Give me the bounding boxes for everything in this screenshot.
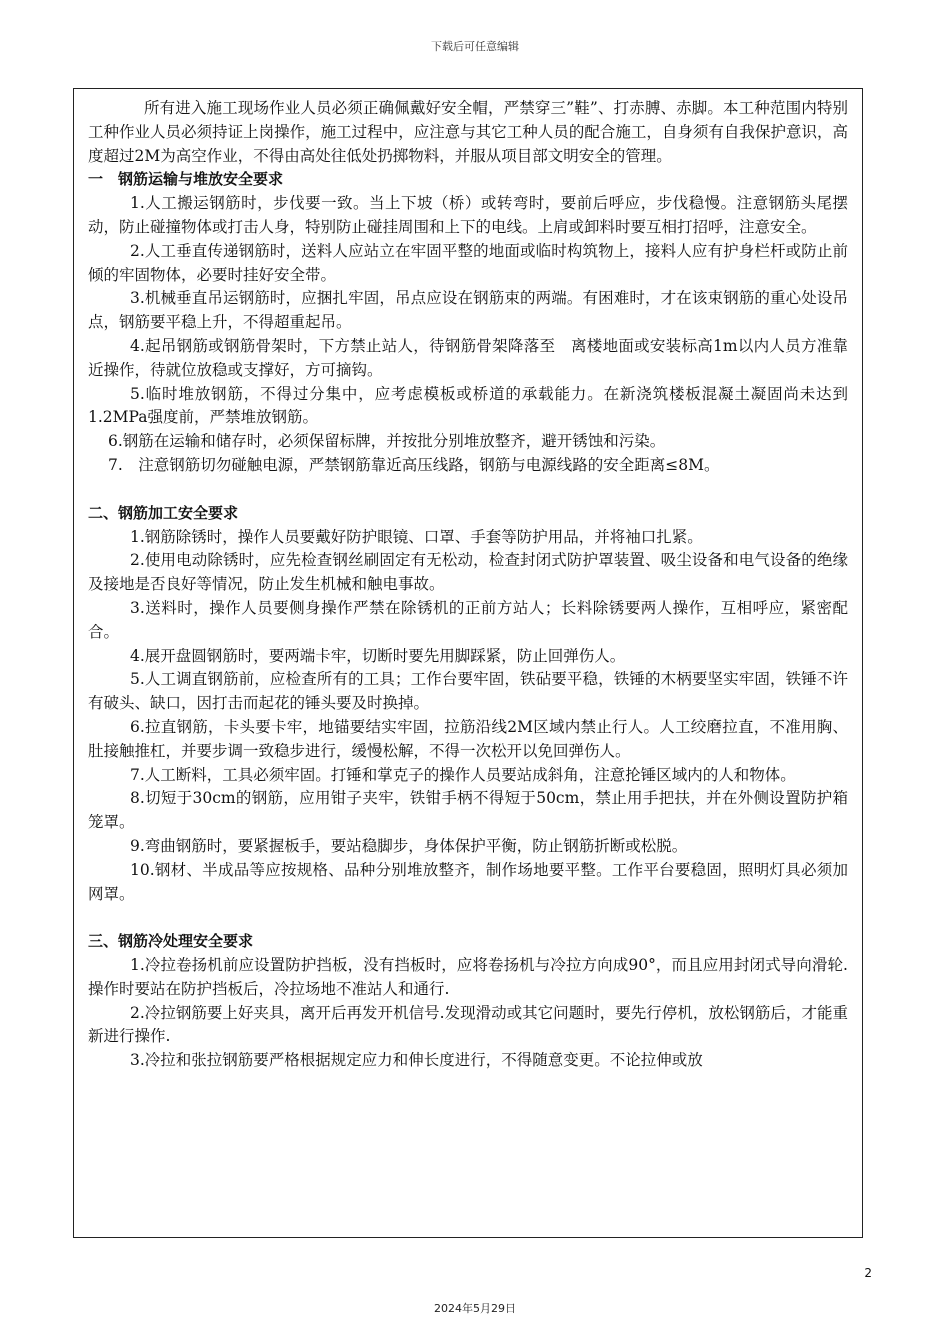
section-2-item: 9.弯曲钢筋时，要紧握板手，要站稳脚步，身体保护平衡，防止钢筋折断或松脱。 xyxy=(130,836,688,855)
section-1-item: 4.起吊钢筋或钢筋骨架时，下方禁止站人，待钢筋骨架降落至 离楼地面或安装标高1m以内人员方准靠近操作，待就位放稳或支撑好，方可摘钩。 xyxy=(88,336,848,379)
spacer xyxy=(88,906,848,930)
section-1-item: 2.人工垂直传递钢筋时，送料人应站立在牢固平整的地面或临时构筑物上，接料人应有护身栏杆或防止前倾的牢固物体，必要时挂好安全带。 xyxy=(88,241,848,284)
spacer xyxy=(88,478,848,502)
section-2-item: 6.拉直钢筋，卡头要卡牢，地锚要结实牢固，拉筋沿线2M区域内禁止行人。人工绞磨拉直，不准用胸、肚接触推杠，并要步调一致稳步进行，缓慢松解，不得一次松开以免回弹伤人。 xyxy=(88,717,848,760)
section-1-title: 一 钢筋运输与堆放安全要求 xyxy=(88,170,284,189)
section-1-item: 7. 注意钢筋切勿碰触电源，严禁钢筋靠近高压线路，钢筋与电源线路的安全距离≤8M。 xyxy=(108,455,720,474)
footer-date: 2024年5月29日 xyxy=(434,1302,516,1315)
section-2-title: 二、钢筋加工安全要求 xyxy=(88,503,239,522)
document-frame xyxy=(73,88,863,1238)
section-3-item: 3.冷拉和张拉钢筋要严格根据规定应力和伸长度进行，不得随意变更。不论拉伸或放 xyxy=(130,1051,703,1070)
section-2-item: 2.使用电动除锈时，应先检查钢丝刷固定有无松动，检查封闭式防护罩装置、吸尘设备和电气设备的绝缘及接地是否良好等情况，防止发生机械和触电事故。 xyxy=(88,551,848,594)
section-1-item: 1.人工搬运钢筋时，步伐要一致。当上下坡（桥）或转弯时，要前后呼应，步伐稳慢。注意钢筋头尾摆动，防止碰撞物体或打击人身，特别防止碰挂周围和上下的电线。上肩或卸料时要互相打招呼，注意安全。 xyxy=(88,194,848,236)
page-header: 下载后可任意编辑 xyxy=(431,40,519,53)
section-1-item: 6.钢筋在运输和储存时，必须保留标牌，并按批分别堆放整齐，避开锈蚀和污染。 xyxy=(108,432,666,451)
document-body xyxy=(74,89,862,1073)
section-2-item: 7.人工断料，工具必须牢固。打锤和掌克子的操作人员要站成斜角，注意抡锤区域内的人和物体。 xyxy=(130,765,796,784)
section-2-item: 3.送料时，操作人员要侧身操作严禁在除锈机的正前方站人；长料除锈要两人操作，互相呼应，紧密配合。 xyxy=(88,598,848,641)
section-2-item: 8.切短于30cm的钢筋，应用钳子夹牢，铁钳手柄不得短于50cm，禁止用手把扶，并在外侧设置防护箱笼罩。 xyxy=(88,789,848,832)
section-1-item: 3.机械垂直吊运钢筋时，应捆扎牢固，吊点应设在钢筋束的两端。有困难时，才在该束钢筋的重心处设吊点，钢筋要平稳上升，不得超重起吊。 xyxy=(88,289,848,332)
section-3-item: 2.冷拉钢筋要上好夹具，离开后再发开机信号.发现滑动或其它问题时，要先行停机，放松钢筋后，才能重新进行操作. xyxy=(88,1003,848,1046)
section-2-item: 1.钢筋除锈时，操作人员要戴好防护眼镜、口罩、手套等防护用品，并将袖口扎紧。 xyxy=(130,527,703,546)
section-2-item: 10.钢材、半成品等应按规格、品种分别堆放整齐，制作场地要平整。工作平台要稳固，照明灯具必须加网罩。 xyxy=(88,860,848,903)
section-1-item: 5.临时堆放钢筋，不得过分集中，应考虑模板或桥道的承载能力。在新浇筑楼板混凝土凝固尚未达到1.2MPa强度前，严禁堆放钢筋。 xyxy=(88,384,848,427)
page-number: 2 xyxy=(864,1266,872,1280)
section-3-title: 三、钢筋冷处理安全要求 xyxy=(88,932,254,951)
section-3-item: 1.冷拉卷扬机前应设置防护挡板，没有挡板时，应将卷扬机与冷拉方向成90°，而且应用封闭式导向滑轮.操作时要站在防护挡板后，冷拉场地不准站人和通行. xyxy=(88,956,848,998)
section-2-item: 5.人工调直钢筋前，应检查所有的工具；工作台要牢固，铁砧要平稳，铁锤的木柄要坚实牢固，铁锤不许有破头、缺口，因打击而起花的锤头要及时换掉。 xyxy=(88,670,848,713)
section-2-item: 4.展开盘圆钢筋时，要两端卡牢，切断时要先用脚踩紧，防止回弹伤人。 xyxy=(130,646,626,665)
intro-paragraph: 所有进入施工现场作业人员必须正确佩戴好安全帽，严禁穿三”鞋”、打赤膊、赤脚。本工种范围内特别工种作业人员必须持证上岗操作，施工过程中，应注意与其它工种人员的配合施工，自身须有自我保护意识，高度超过2M为高空作业，不得由高处往低处扔掷物料，并服从项目部文明安全的管理。 xyxy=(88,99,848,165)
